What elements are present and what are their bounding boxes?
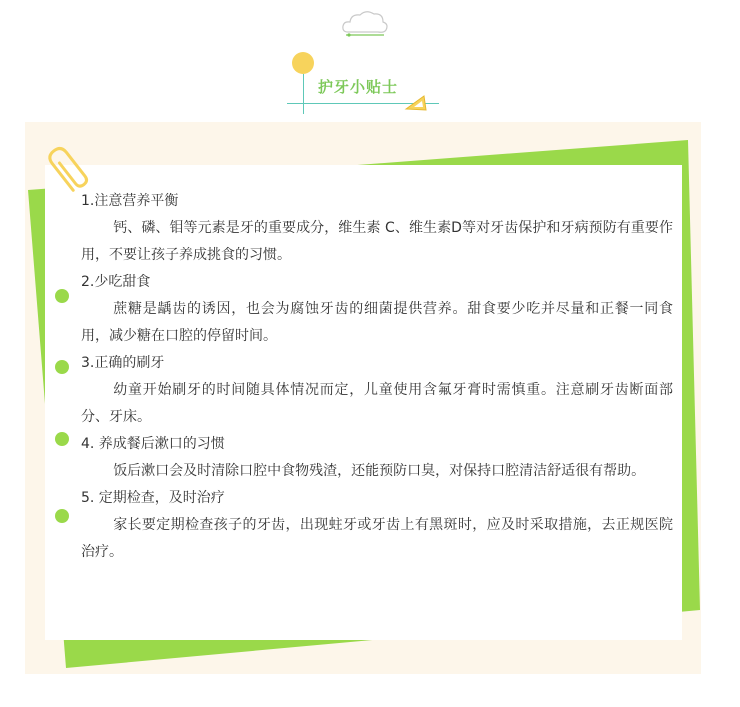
tip-body: 蔗糖是龋齿的诱因，也会为腐蚀牙齿的细菌提供营养。甜食要少吃并尽量和正餐一同食用，减少糖在口腔的停留时间。 [81,301,673,344]
tip-body: 钙、磷、钼等元素是牙的重要成分，维生素 C、维生素D等对牙齿保护和牙病预防有重要作用，不要让孩子养成挑食的习惯。 [81,220,673,263]
page-title: 护牙小贴士 [318,78,399,96]
tip-body: 幼童开始刷牙的时间随具体情况而定，儿童使用含氟牙膏时需慎重。注意刷牙齿断面部分、牙床。 [81,382,673,425]
bullet-dot [55,360,69,374]
bullet-dot [55,432,69,446]
tips-content [81,188,673,566]
tip-title: 4. 养成餐后漱口的习惯 [81,436,225,452]
bullet-dot [55,289,69,303]
bullet-dot [55,509,69,523]
tip-title: 1.注意营养平衡 [81,193,179,209]
tip-title: 3.正确的刷牙 [81,355,165,371]
tip-section [81,350,673,431]
tip-body: 饭后漱口会及时清除口腔中食物残渣，还能预防口臭，对保持口腔清洁舒适很有帮助。 [113,463,646,479]
tip-body: 家长要定期检查孩子的牙齿，出现蛀牙或牙齿上有黑斑时，应及时采取措施，去正规医院治疗。 [81,517,673,560]
tip-section [81,269,673,350]
tip-section [81,188,673,269]
tip-title: 2.少吃甜食 [81,274,151,290]
tip-title: 5. 定期检查，及时治疗 [81,490,225,506]
tip-section [81,431,673,485]
tip-section [81,485,673,566]
